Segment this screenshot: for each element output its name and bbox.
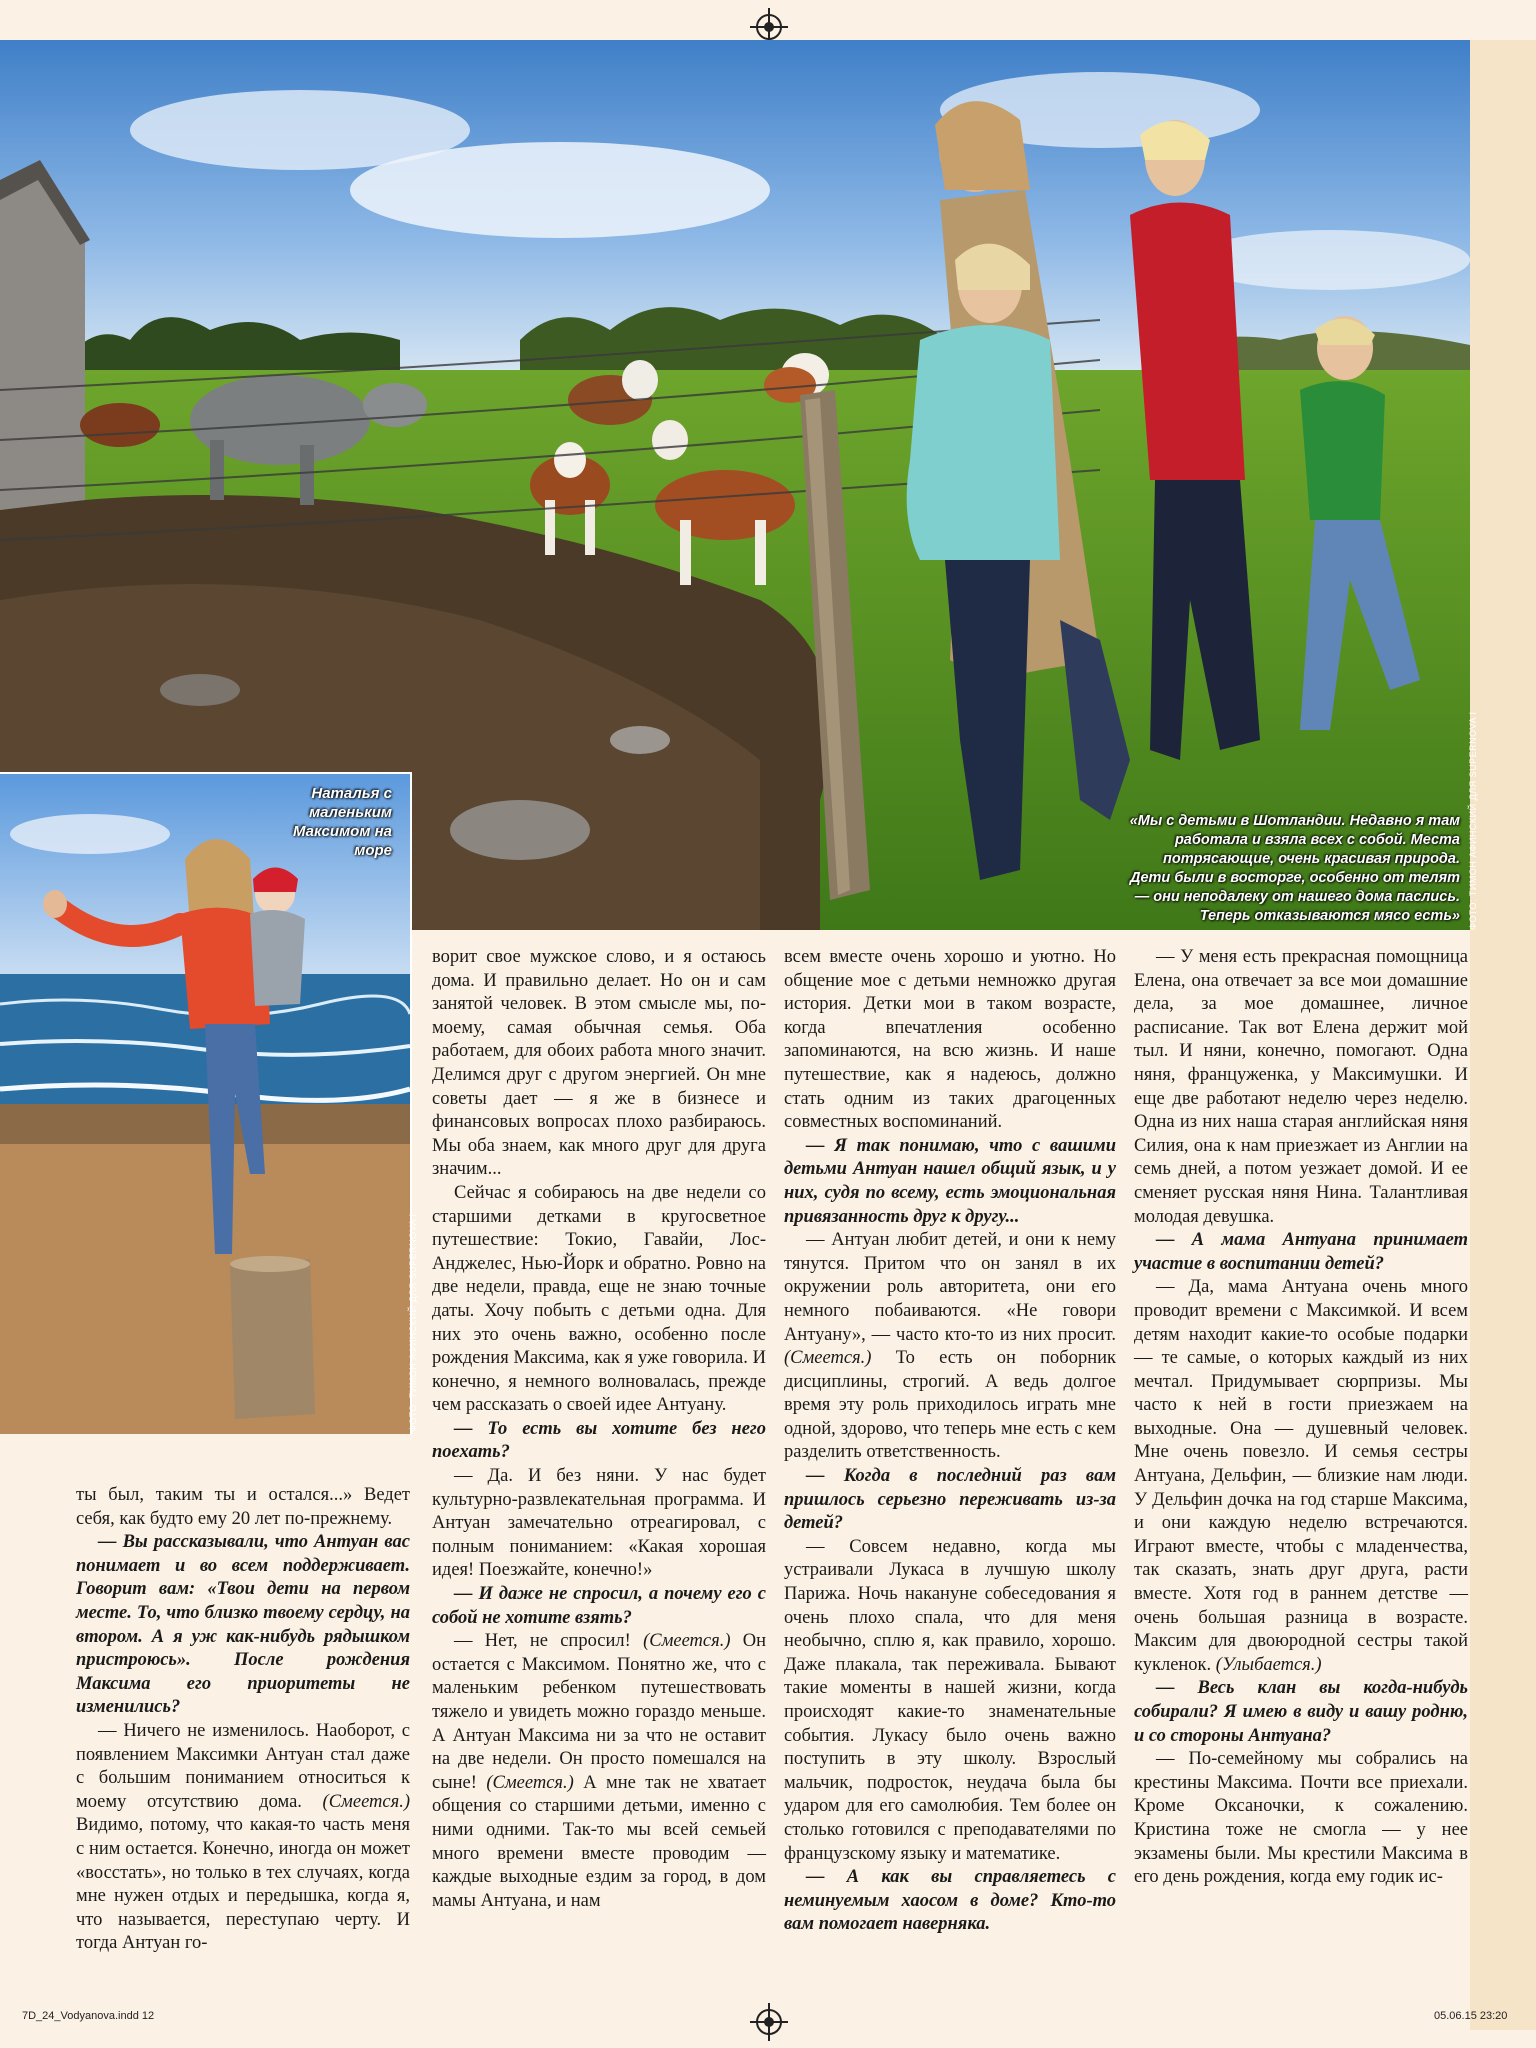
stage-direction: (Смеется.) [643, 1631, 731, 1652]
paragraph-text: — Весь клан вы когда-нибудь собирали? Я имею в виду и вашу родню, и со стороны Антуана? [1134, 1678, 1468, 1746]
question-paragraph [784, 1866, 1116, 1937]
inset-photo-beach [0, 772, 412, 1434]
main-photo-credit: ФОТО: ТИМОН АФИНСКИЙ ДЛЯ SUPERNOVA I [1468, 711, 1478, 930]
answer-paragraph [432, 1630, 766, 1913]
question-paragraph [1134, 1229, 1468, 1276]
answer-paragraph [784, 1536, 1116, 1866]
answer-paragraph [1134, 1748, 1468, 1890]
paragraph-text: — У меня есть прекрасная помощница Елена, она отвечает за все мои домашние дела, за мое домашнее, личное расписание. Так вот Елена держит мой тыл. И няни, конечно, помогают. Одна няня, француженка, у Максимушки. И еще две работают неделю через неделю. Одна из них наша старая английская няня Силия, она к нам приезжает из Англии на семь дней, а потом уезжает домой. И ее сменяет русская няня Нина. Талантливая молодая девушка. [1134, 947, 1468, 1227]
paragraph-text: Видимо, потому, что какая-то часть меня с ним остается. Конечно, иногда он может «восстать», но только в тех случаях, когда мне нужен отдых и передышка, когда я, что называется, переступаю черту. И тогда Антуан го- [76, 1815, 410, 1954]
paragraph-text: ты был, таким ты и остался...» Ведет себя, как будто ему 20 лет по-прежнему. [76, 1485, 410, 1529]
article-column-3 [784, 946, 1116, 1937]
question-paragraph [432, 1418, 766, 1465]
paragraph-text: — Да. И без няни. У нас будет культурно-развлекательная программа. И Антуан замечательно отреагировал, с полным пониманием: «Какая хорошая идея! Поезжайте, конечно!» [432, 1466, 766, 1581]
registration-mark-top-icon [756, 14, 782, 40]
footer-date-info: 05.06.15 23:20 [1434, 2010, 1508, 2022]
paragraph-text: — Ничего не изменилось. Наоборот, с появлением Максимки Антуан стал даже с большим пониманием относиться к моему отсутствию дома. [76, 1720, 410, 1812]
question-paragraph [784, 1135, 1116, 1229]
margin-strip [1470, 40, 1536, 2030]
inset-photo-credit: ФОТО: ТИМОН АФИНСКИЙ ДЛЯ SUPERNOVA I [408, 1213, 418, 1432]
paragraph-text: — И даже не спросил, а почему его с собой не хотите взять? [432, 1584, 766, 1628]
paragraph-text: — То есть вы хотите без него поехать? [432, 1418, 766, 1463]
answer-paragraph [784, 1229, 1116, 1465]
paragraph-text: — Нет, не спросил! [454, 1631, 631, 1652]
answer-paragraph [1134, 946, 1468, 1229]
answer-paragraph [432, 1182, 766, 1418]
answer-paragraph [432, 1465, 766, 1583]
paragraph-text: — Совсем недавно, когда мы устраивали Лукаса в лучшую школу Парижа. Ночь накануне собеседования я очень плохо спала, что для меня необычно, сплю я, как правило, хорошо. Даже плакала, так переживала. Бывают такие моменты в нашей жизни, когда происходят какие-то знаменательные события. Лукасу было очень важно поступить в эту школу. Взрослый мальчик, подросток, неудача была бы ударом для его самолюбия. Тем более он столько готовился с преподавателями по французскому языку и математике. [784, 1536, 1116, 1864]
inset-photo-caption: Наталья с маленьким Максимом на море [292, 785, 392, 859]
paragraph-text: ворит свое мужское слово, и я остаюсь дома. И правильно делает. Но он и сам занятой человек. В этом смысле мы, по-моему, самая обычная семья. Оба работаем, для обоих работа много значит. Делимся друг с другом энергией. Он мне советы дает — я же в бизнесе и финансовых вопросах плохо разбираюсь. Мы оба знаем, как много друг для друга значим... [432, 947, 766, 1180]
paragraph-text: Сейчас я собираюсь на две недели со старшими детками в кругосветное путешествие: Токио, Гавайи, Лос-Анджелес, Нью-Йорк и обратно. Ровно на две недели, правда, еще не знаю точные даты. Хочу побыть с детьми одна. Для них это очень важно, особенно после рождения Максима, как я уже говорила. И конечно, я немного волновалась, прежде чем рассказать о своей идее Антуану. [432, 1182, 766, 1416]
stage-direction: (Смеется.) [784, 1348, 872, 1369]
stage-direction: (Улыбается.) [1215, 1654, 1322, 1675]
paragraph-text: — А мама Антуана принимает участие в воспитании детей? [1134, 1230, 1468, 1274]
answer-paragraph [1134, 1276, 1468, 1677]
question-paragraph [432, 1583, 766, 1630]
question-paragraph [76, 1531, 410, 1720]
paragraph-text: — Вы рассказывали, что Антуан вас понимает и во всем поддерживает. Говорит вам: «Твои дети на первом месте. То, что близко твоему сердцу, на втором. А я уж как-нибудь рядышком пристроюсь». После рождения Максима его приоритеты не изменились? [76, 1532, 410, 1718]
answer-paragraph [76, 1484, 410, 1531]
article-column-1 [76, 1484, 410, 1956]
paragraph-text: — Антуан любит детей, и они к нему тянутся. Притом что он занял в их окружении роль авторитета, они его немного побаиваются. «Не говори Антуану», — часто кто-то из них просит. [784, 1230, 1116, 1345]
paragraph-text: — Я так понимаю, что с вашими детьми Антуан нашел общий язык, и у них, судя по всему, есть эмоциональная привязанность друг к другу... [784, 1135, 1116, 1227]
question-paragraph [1134, 1677, 1468, 1748]
paragraph-text: — Когда в последний раз вам пришлось серьезно переживать из-за детей? [784, 1466, 1116, 1534]
answer-paragraph [784, 946, 1116, 1135]
paragraph-text: — А как вы справляетесь с неминуемым хаосом в доме? Кто-то вам помогает наверняка. [784, 1867, 1116, 1935]
paragraph-text: всем вместе очень хорошо и уютно. Но общение мое с детьми немножко другая история. Детки мои в таком возрасте, когда впечатления особенно запоминаются, на всю жизнь. И наше путешествие, как я надеюсь, должно стать одним из таких драгоценных совместных воспоминаний. [784, 947, 1116, 1133]
stage-direction: (Смеется.) [322, 1791, 410, 1812]
registration-mark-bottom-icon [756, 2009, 782, 2035]
paragraph-text: — По-семейному мы собрались на крестины Максима. Почти все приехали. Кроме Оксаночки, к сожалению. Кристина тоже не смогла — у нее экзамены были. Мы крестили Максима в его день рождения, когда ему годик ис- [1134, 1749, 1468, 1888]
answer-paragraph [76, 1720, 410, 1956]
paragraph-text: А мне так не хватает общения со старшими детьми, именно с ними одними. Так-то мы всей семьей много времени вместе проводим — каждые выходные ездим за город, в дом мамы Антуана, и нам [432, 1772, 766, 1911]
inset-photo-illustration [0, 774, 410, 1434]
footer-file-info: 7D_24_Vodyanova.indd 12 [22, 2010, 155, 2022]
paragraph-text: Он остается с Максимом. Понятно же, что с маленьким ребенком путешествовать тяжело и увидеть можно гораздо меньше. А Антуан Максима ни за что не оставит на две недели. Он просто помешался на сыне! [432, 1631, 767, 1793]
answer-paragraph [432, 946, 766, 1182]
article-column-2 [432, 946, 766, 1913]
question-paragraph [784, 1465, 1116, 1536]
stage-direction: (Смеется.) [486, 1772, 574, 1793]
article-column-4 [1134, 946, 1468, 1890]
paragraph-text: То есть он поборник дисциплины, строгий. А ведь долгое время эту роль приходилось играть мне одной, здорово, что теперь мне есть с кем разделить ответственность. [784, 1348, 1116, 1463]
paragraph-text: — Да, мама Антуана очень много проводит времени с Максимкой. И всем детям находит какие-то особые подарки — те самые, о которых каждый из них мечтал. Придумывает сюрпризы. Мы часто к ней в гости приезжаем на выходные. Она — душевный человек. Мне очень повезло. И семья сестры Антуана, Дельфин, — близкие нам люди. У Дельфин дочка на год старше Максима, и они каждую неделю встречаются. Играют вместе, чтобы с младенчества, так сказать, знать друг друга, расти вместе. Хотя год в раннем детстве — очень большая разница в возрасте. Максим для двоюродной сестры такой кукленок. [1134, 1277, 1468, 1675]
main-photo-caption: «Мы с детьми в Шотландии. Недавно я там работала и взяла всех с собой. Места потрясающие, очень красивая природа. Дети были в восторге, особенно от телят — они неподалеку от нашего дома паслись. Теперь отказываются мясо есть» [1129, 813, 1460, 924]
